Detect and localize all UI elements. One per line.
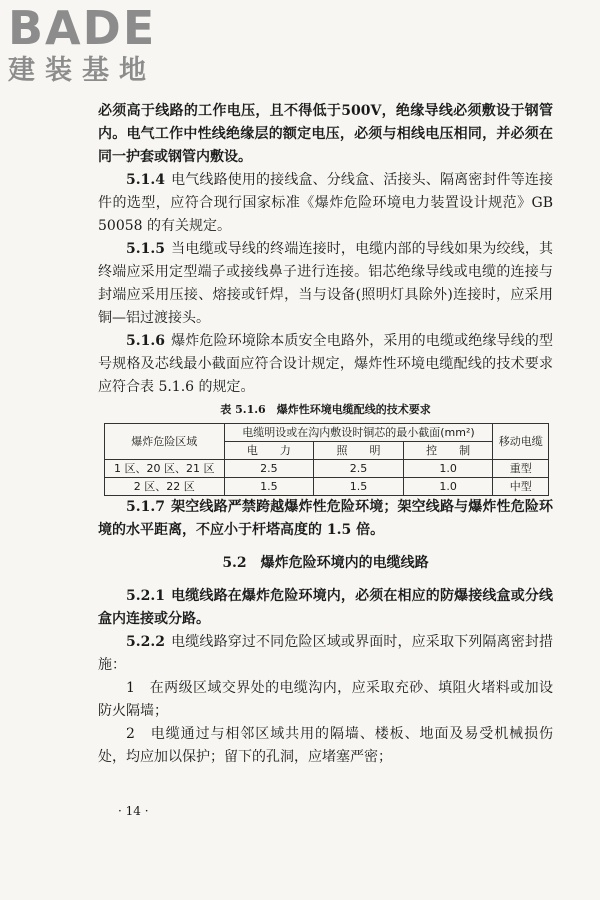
table-row <box>105 460 549 478</box>
clause-text: 电缆线路穿过不同危险区域或界面时，应采取下列隔离密封措施： <box>98 634 553 673</box>
header-control: 控 制 <box>403 442 493 460</box>
cell-power: 2.5 <box>224 460 314 478</box>
clause-5-2-1 <box>98 585 553 631</box>
cell-power: 1.5 <box>224 478 314 496</box>
cell-mobile: 中型 <box>493 478 549 496</box>
table-row <box>105 478 549 496</box>
logo-chinese-text: 建装基地 <box>8 55 156 86</box>
clause-5-1-6 <box>98 330 553 399</box>
bade-logo <box>8 1 178 86</box>
cell-control: 1.0 <box>403 478 493 496</box>
header-mobile-cable: 移动电缆 <box>493 424 549 460</box>
page-number: · 14 · <box>118 804 149 818</box>
document-page <box>98 100 553 769</box>
list-item: 1 在两级区域交界处的电缆沟内，应采取充砂、填阻火堵料或加设防火隔墙； <box>98 680 553 719</box>
table-caption: 表 5.1.6 爆炸性环境电缆配线的技术要求 <box>220 403 431 416</box>
paragraph-continuation: 必须高于线路的工作电压，且不得低于500V，绝缘导线必须敷设于钢管内。电气工作中性线绝缘层的额定电压，必须与相线电压相同，并必须在同一护套或钢管内敷设。 <box>98 103 553 165</box>
header-lighting: 照 明 <box>314 442 404 460</box>
header-zone: 爆炸危险区域 <box>105 424 225 460</box>
table-header-row <box>105 424 549 442</box>
cable-requirements-table <box>104 423 549 496</box>
list-item: 2 电缆通过与相邻区域共用的隔墙、楼板、地面及易受机械损伤处，均应加以保护；留下的孔洞，应堵塞严密； <box>98 726 553 765</box>
clause-text: 当电缆或导线的终端连接时，电缆内部的导线如果为绞线，其终端应采用定型端子或接线鼻子进行连接。铝芯绝缘导线或电缆的连接与封端应采用压接、熔接或钎焊，当与设备(照明灯具除外)连接时，应采用铜—铝过渡接头。 <box>98 241 553 326</box>
clause-5-1-7 <box>98 496 553 542</box>
cell-lighting: 1.5 <box>314 478 404 496</box>
clause-number: 5.1.4 <box>126 172 165 188</box>
header-min-section: 电缆明设或在沟内敷设时铜芯的最小截面(mm²) <box>224 424 493 442</box>
clause-5-2-2 <box>98 631 553 677</box>
section-title: 5.2 爆炸危险环境内的电缆线路 <box>222 555 429 571</box>
clause-text: 架空线路严禁跨越爆炸性危险环境；架空线路与爆炸性危险环境的水平距离，不应小于杆塔高度的 1.5 倍。 <box>98 499 553 538</box>
clause-text: 电缆线路在爆炸危险环境内，必须在相应的防爆接线盒或分线盒内连接或分路。 <box>98 588 553 627</box>
clause-5-1-4 <box>98 169 553 238</box>
clause-number: 5.1.6 <box>126 333 165 349</box>
cell-lighting: 2.5 <box>314 460 404 478</box>
cell-zone: 2 区、22 区 <box>105 478 225 496</box>
cell-control: 1.0 <box>403 460 493 478</box>
clause-text: 电气线路使用的接线盒、分线盒、活接头、隔离密封件等连接件的选型，应符合现行国家标准《爆炸危险环境电力装置设计规范》GB 50058 的有关规定。 <box>98 172 553 234</box>
cell-zone: 1 区、20 区、21 区 <box>105 460 225 478</box>
clause-text: 爆炸危险环境除本质安全电路外，采用的电缆或绝缘导线的型号规格及芯线最小截面应符合设计规定，爆炸性环境电缆配线的技术要求应符合表 5.1.6 的规定。 <box>98 333 553 395</box>
clause-5-1-5 <box>98 238 553 330</box>
clause-number: 5.1.7 <box>126 499 165 515</box>
clause-number: 5.2.2 <box>126 634 165 650</box>
logo-wordmark: BADE <box>8 1 157 55</box>
clause-number: 5.1.5 <box>126 241 165 257</box>
cell-mobile: 重型 <box>493 460 549 478</box>
header-power: 电 力 <box>224 442 314 460</box>
clause-number: 5.2.1 <box>126 588 165 604</box>
